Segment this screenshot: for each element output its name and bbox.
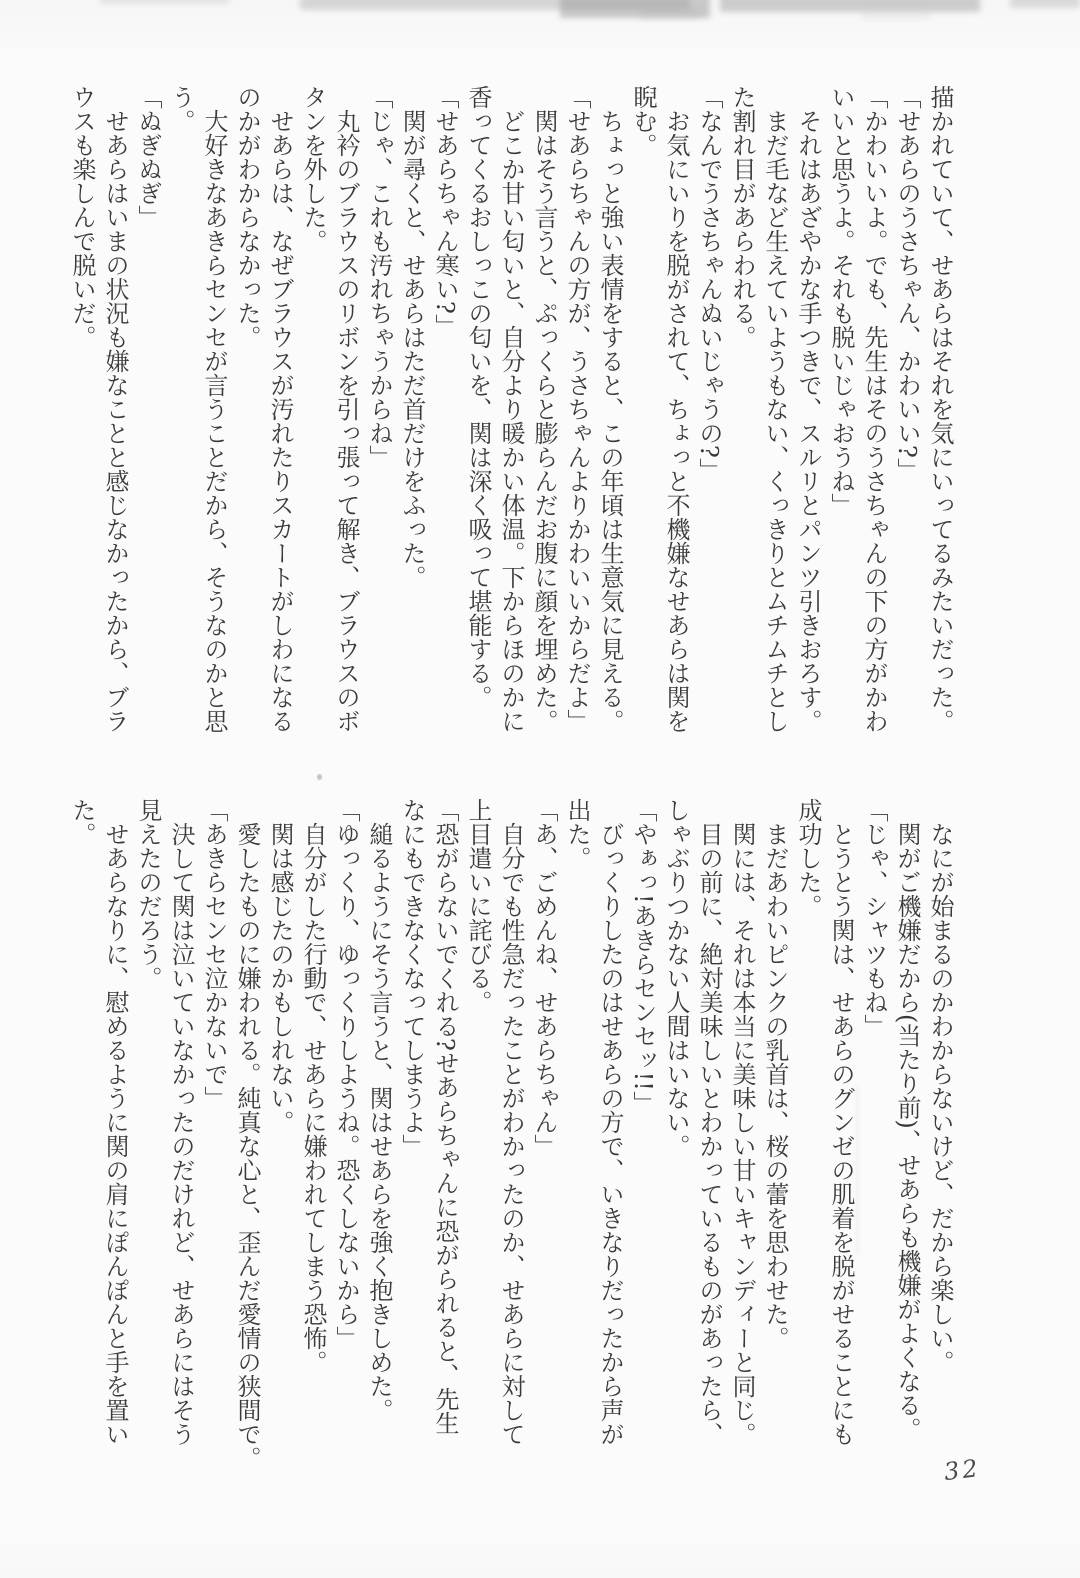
text-column: なにが始まるのかわからないけど、だから楽しい。: [926, 798, 954, 1374]
text-column: せあらなりに、慰めるように関の肩にぽんぽんと手を置い: [101, 798, 129, 1446]
text-column: のかがわからなかった。: [233, 85, 261, 349]
text-column: ウスも楽しんで脱いだ。: [68, 85, 96, 349]
text-column: せあらはいまの状況も嫌なことと感じなかったから、ブラ: [101, 85, 129, 733]
scan-artifact-dot: [317, 774, 322, 780]
text-column: それはあざやかな手つきで、スルリとパンツ引きおろす。: [794, 85, 822, 733]
text-column: 自分でも性急だったことがわかったのか、せあらに対して: [497, 798, 525, 1446]
text-column: 「ゆっくり、ゆっくりしようね。恐くしないから」: [332, 798, 360, 1350]
text-column: いいと思うよ。それも脱いじゃおうね」: [827, 85, 855, 517]
text-column: タンを外した。: [299, 85, 327, 253]
text-column: 丸衿のブラウスのリボンを引っ張って解き、ブラウスのボ: [332, 85, 360, 733]
text-column: 「せあらちゃんの方が、うさちゃんよりかわいいからだよ」: [563, 85, 591, 733]
text-column: 「あきらセンセ泣かないで」: [200, 798, 228, 1110]
page-number: 32: [942, 1453, 983, 1487]
text-column: 大好きなあきらセンセが言うことだから、そうなのかと思: [200, 85, 228, 733]
text-column: 香ってくるおしっこの匂いを、関は深く吸って堪能する。: [464, 85, 492, 709]
text-column: 見えたのだろう。: [134, 798, 162, 990]
text-column: 「ぬぎぬぎ」: [134, 85, 162, 229]
text-column: なにもできなくなってしまうよ」: [398, 798, 426, 1158]
text-column: 決して関は泣いていなかったのだけれど、せあらにはそう: [167, 798, 195, 1446]
text-column: 「せあらちゃん寒い?」: [431, 85, 459, 338]
text-column: た。: [68, 798, 96, 846]
scan-artifact-top: [640, 10, 700, 20]
text-column: まだ毛など生えていようもない、くっきりとムチムチとし: [761, 85, 789, 733]
text-column: びっくりしたのはせあらの方で、いきなりだったから声が: [596, 798, 624, 1446]
text-column: 縋るようにそう言うと、関はせあらを強く抱きしめた。: [365, 798, 393, 1422]
scan-artifact-bleed: [856, 1085, 859, 1255]
text-column: う。: [167, 85, 195, 133]
text-column: 成功した。: [794, 798, 822, 918]
scan-artifact-top: [720, 0, 980, 12]
text-column: 睨む。: [629, 85, 657, 157]
scan-artifact-top: [1010, 0, 1080, 8]
text-column: お気にいりを脱がされて、ちょっと不機嫌なせあらは関を: [662, 85, 690, 733]
text-column: 愛したものに嫌われる。純真な心と、歪んだ愛情の狭間で。: [233, 798, 261, 1470]
text-column: 「あ、ごめんね、せあらちゃん」: [530, 798, 558, 1158]
text-column: ちょっと強い表情をすると、この年頃は生意気に見える。: [596, 85, 624, 733]
text-column: 関はそう言うと、ぷっくらと膨らんだお腹に顔を埋めた。: [530, 85, 558, 733]
text-column: 「せあらのうさちゃん、かわいい?」: [893, 85, 921, 482]
text-column: 目の前に、絶対美味しいとわかっているものがあったら、: [695, 798, 723, 1446]
text-column: まだあわいピンクの乳首は、桜の蕾を思わせた。: [761, 798, 789, 1350]
text-column: 「やぁっ!あきらセンセッ!!」: [629, 798, 657, 1115]
text-column: 「じゃ、これも汚れちゃうからね」: [365, 85, 393, 469]
text-column: 「なんでうさちゃんぬいじゃうの?」: [695, 85, 723, 482]
text-block-bottom: [65, 798, 956, 1474]
text-column: 関には、それは本当に美味しい甘いキャンディーと同じ。: [728, 798, 756, 1446]
text-column: 「恐がらないでくれる?せあらちゃんに恐がられると、先生: [431, 798, 459, 1435]
text-block-top: [65, 85, 956, 761]
text-column: 出た。: [563, 798, 591, 870]
scan-artifact-top: [860, 12, 930, 20]
text-column: た割れ目があらわれる。: [728, 85, 756, 349]
text-column: 「じゃ、シャツもね」: [860, 798, 888, 1038]
text-column: とうとう関は、せあらのグンゼの肌着を脱がせることにも: [827, 798, 855, 1446]
text-column: 関がご機嫌だから(当たり前)、せあらも機嫌がよくなる。: [893, 798, 921, 1441]
text-column: どこか甘い匂いと、自分より暖かい体温。下からほのかに: [497, 85, 525, 733]
text-column: せあらは、なぜブラウスが汚れたりスカートがしわになる: [266, 85, 294, 733]
text-column: 自分がした行動で、せあらに嫌われてしまう恐怖。: [299, 798, 327, 1374]
text-column: 「かわいいよ。でも、先生はそのうさちゃんの下の方がかわ: [860, 85, 888, 733]
text-column: しゃぶりつかない人間はいない。: [662, 798, 690, 1158]
text-column: 関が尋くと、せあらはただ首だけをふった。: [398, 85, 426, 589]
text-column: 描かれていて、せあらはそれを気にいってるみたいだった。: [926, 85, 954, 733]
text-column: 関は感じたのかもしれない。: [266, 798, 294, 1134]
text-column: 上目遣いに詫びる。: [464, 798, 492, 1014]
scan-artifact-top: [100, 0, 230, 4]
